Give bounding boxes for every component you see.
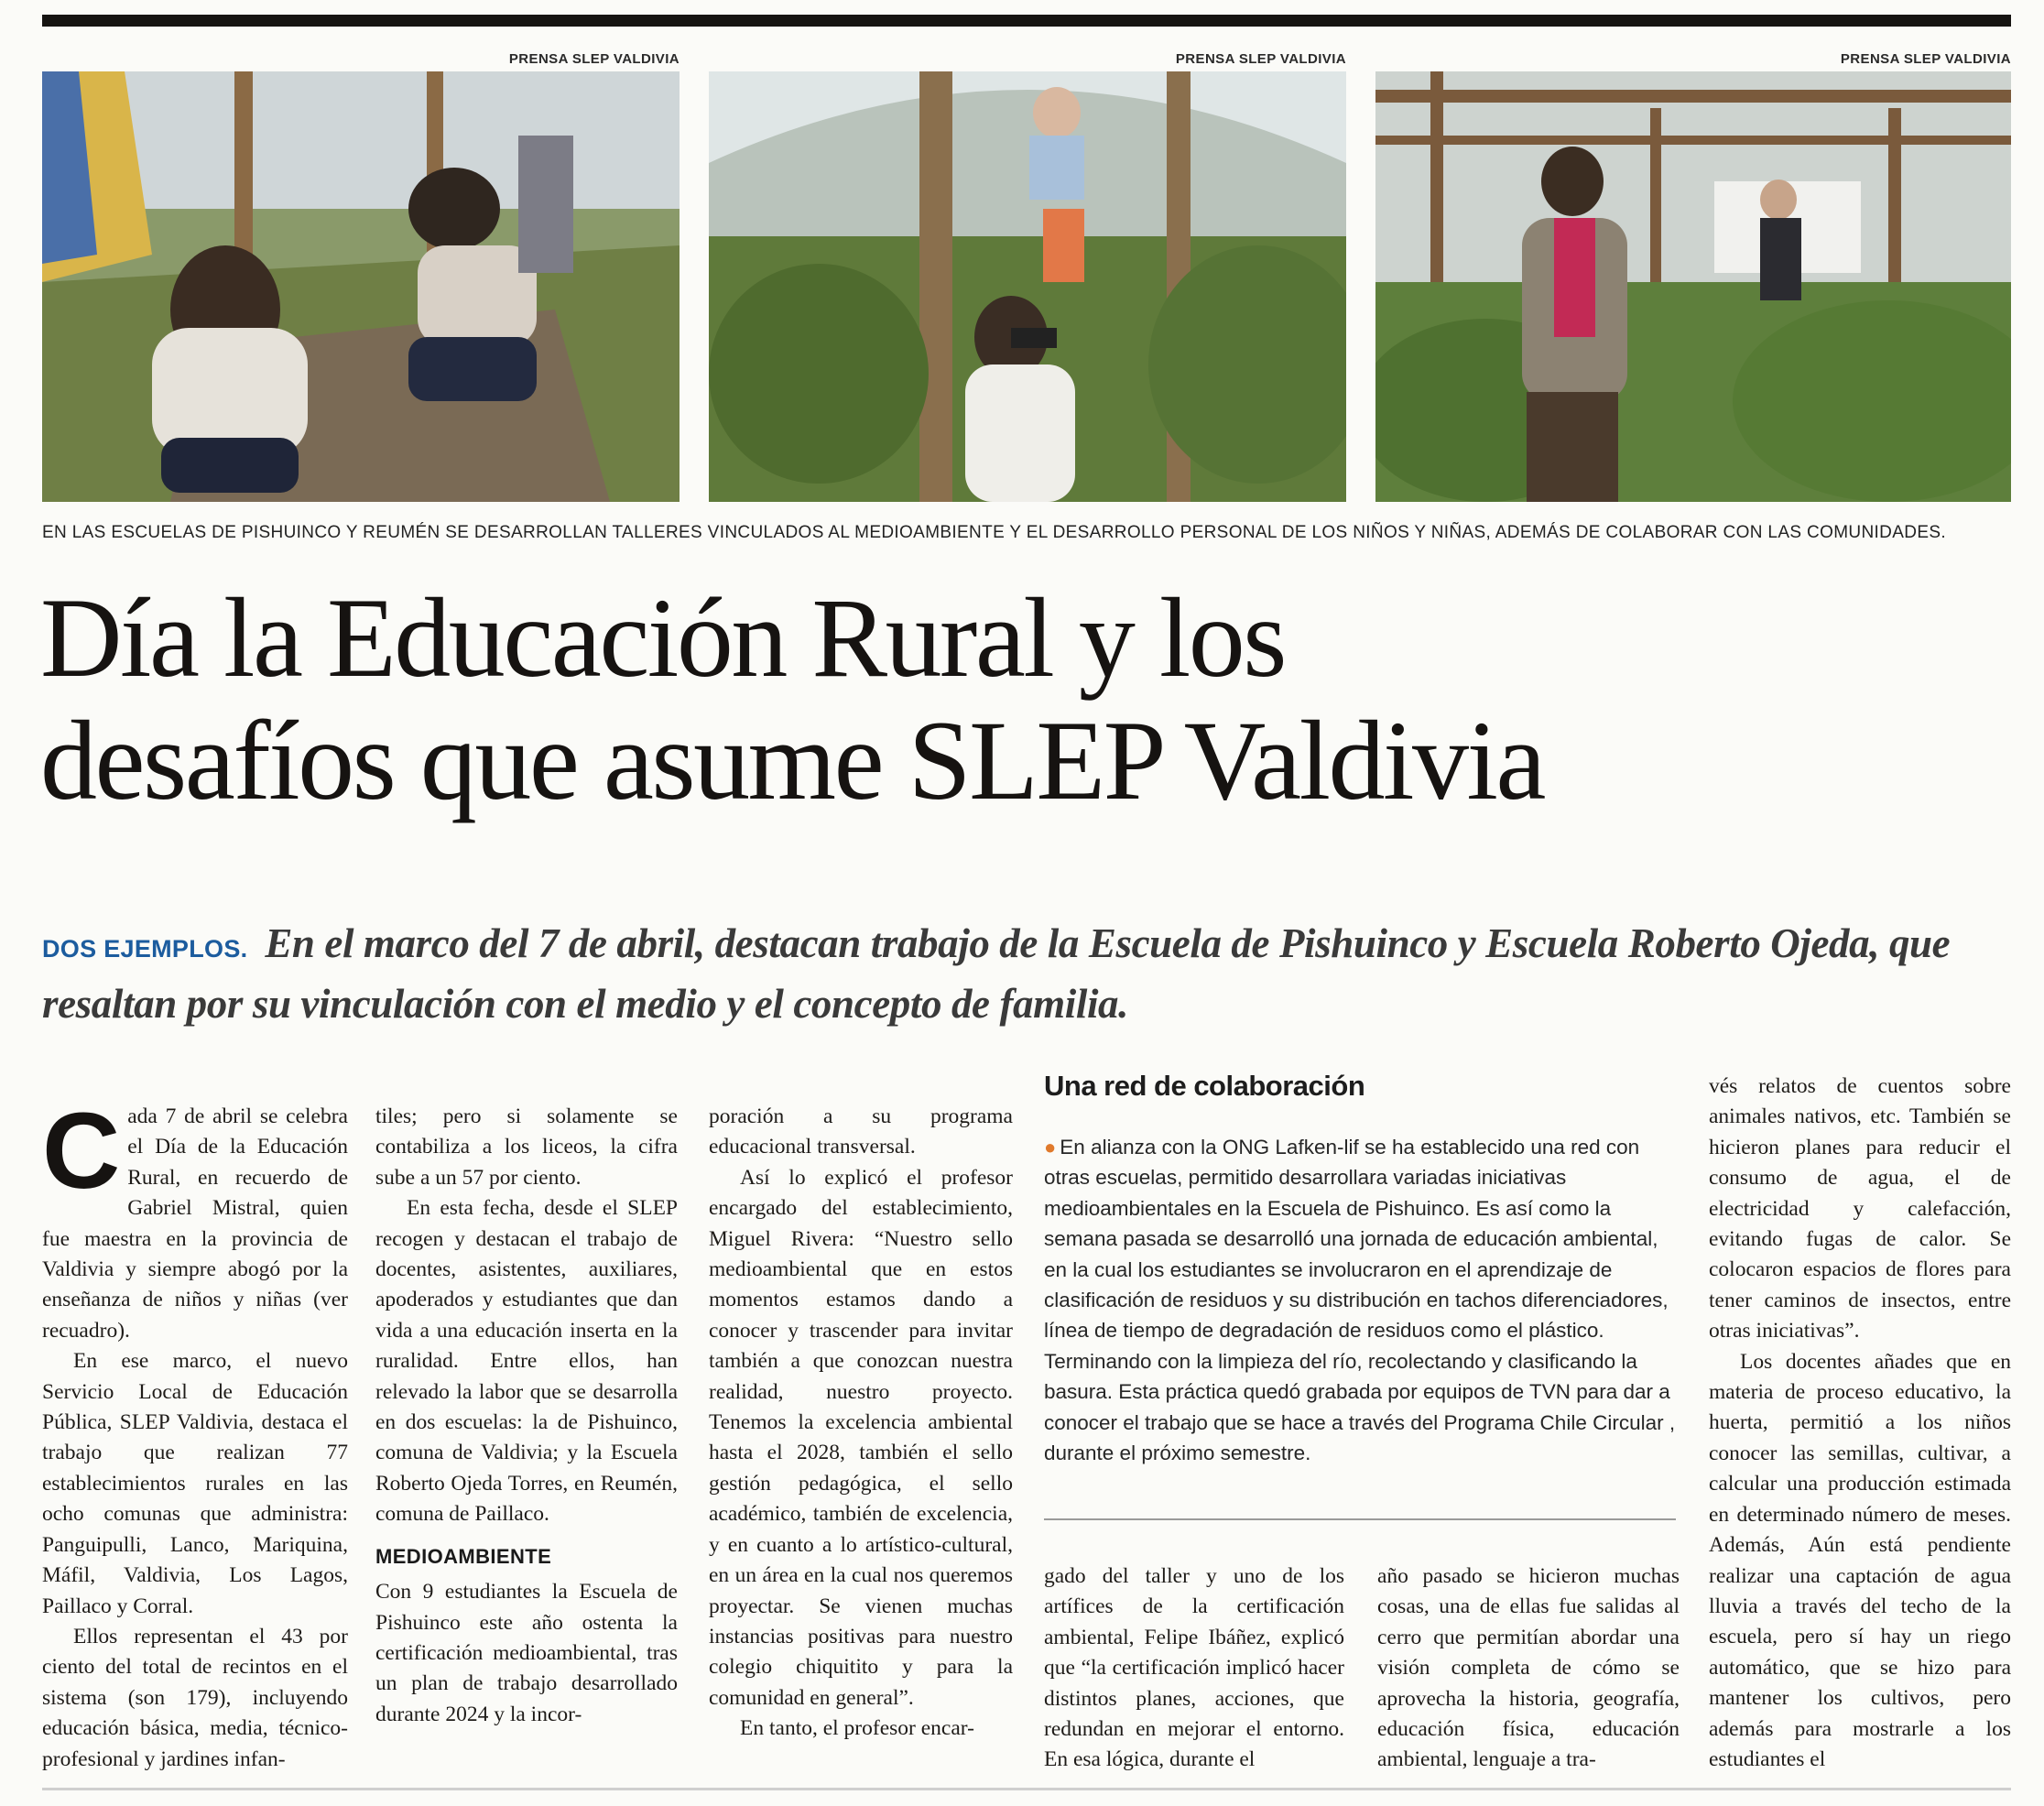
col2-paragraph-3: Con 9 estudiantes la Escuela de Pishuinco este año ostenta la certificación medioambiental, tras un plan de trabajo desarrollado durante 2024 y la incor- [375, 1580, 678, 1726]
article-column-6 [1709, 1072, 2011, 1775]
photo-caption: EN LAS ESCUELAS DE PISHUINCO Y REUMÉN SE DESARROLLAN TALLERES VINCULADOS AL MEDIOAMBIENTE Y EL DESARROLLO PERSONAL DE LOS NIÑOS Y NIÑAS, ADEMÁS DE COLABORAR CON LAS COMUNIDADES. [42, 523, 1946, 542]
drop-cap: C [42, 1091, 121, 1212]
box-divider [1044, 1518, 1676, 1520]
bullet-icon: ● [1044, 1136, 1057, 1159]
deck [42, 916, 2011, 1031]
col3-paragraph-3: En tanto, el profesor encar- [740, 1716, 974, 1741]
article-column-3 [709, 1102, 1013, 1745]
col4-paragraph-1: gado del taller y uno de los artífices de la certificación ambiental, Felipe Ibáñez, explicó que “la certificación implicó hacer distintos planes, acciones, que redundan en mejorar el entorno. En esa lógica, durante el [1044, 1564, 1344, 1772]
article-column-5 [1377, 1561, 1680, 1776]
photo-credit-1: PRENSA SLEP VALDIVIA [508, 51, 680, 67]
bottom-rule [42, 1788, 2011, 1790]
top-rule [42, 15, 2011, 27]
box-text: En alianza con la ONG Lafken-lif se ha establecido una red con otras escuelas, permitido desarrollara variadas iniciativas medioambientales en la Escuela de Pishuinco. Es así como la semana pasada se desarrolló una jornada de educación ambiental, en la cual los estudiantes se involucraron en el aprendizaje de clasificación de residuos y su distribución en tachos diferenciadores, línea de tiempo de degradación de residuos como el plástico. Terminando con la limpieza del río, recolectando y clasificando la basura. Esta práctica quedó grabada por equipos de TVN para dar a conocer el trabajo que se hace a través del Programa Chile Circular , durante el próximo semestre. [1044, 1136, 1676, 1465]
deck-text: En el marco del 7 de abril, destacan trabajo de la Escuela de Pishuinco y Escuela Roberto Ojeda, que resaltan por su vinculación con el medio y el concepto de familia. [42, 920, 1951, 1027]
subhead-medioambiente: MEDIOAMBIENTE [375, 1544, 552, 1568]
col3-paragraph-2: Así lo explicó el profesor encargado del establecimiento, Miguel Rivera: “Nuestro sello medioambiental que en estos momentos estamos dando a conocer y trascender para invitar también a que conozcan nuestra realidad, nuestro proyecto. Tenemos la excelencia ambiental hasta el 2028, también el sello gestión pedagógica, el sello académico, también de excelencia, y en cuanto a lo artístico-cultural, en un área en la cual nos queremos proyectar. Se vienen muchas instancias positivas para nuestro colegio chiquitito y para la comunidad en general”. [709, 1165, 1013, 1710]
col1-paragraph-2: En ese marco, el nuevo Servicio Local de Educación Pública, SLEP Valdivia, destaca el trabajo que realizan 77 establecimientos rurales en las ocho comunas que administra: Panguipulli, Lanco, Mariquina, Máfil, Valdivia, Los Lagos, Paillaco y Corral. [42, 1349, 348, 1618]
box-body [1044, 1132, 1683, 1468]
col2-paragraph-2: En esta fecha, desde el SLEP recogen y destacan el trabajo de docentes, asistentes, auxiliares, apoderados y estudiantes que dan vida a una educación inserta en la ruralidad. Entre ellos, han relevado la labor que se desarrolla en dos escuelas: la de Pishuinco, comuna de Valdivia; y la Escuela Roberto Ojeda Torres, en Reumén, comuna de Paillaco. [375, 1196, 678, 1527]
col3-paragraph-1: poración a su programa educacional transversal. [709, 1104, 1013, 1159]
article-column-1 [42, 1091, 348, 1775]
deck-kicker: DOS EJEMPLOS. [42, 935, 248, 963]
photo-credit-2: PRENSA SLEP VALDIVIA [1175, 51, 1346, 67]
article-column-4 [1044, 1561, 1344, 1776]
col2-paragraph-1: tiles; pero si solamente se contabiliza a los liceos, la cifra sube a un 57 por ciento. [375, 1104, 678, 1190]
headline [40, 577, 2028, 822]
photo-greenhouse-child [709, 71, 1346, 502]
box-title: Una red de colaboración [1044, 1070, 1365, 1102]
headline-line-1: Día la Educación Rural y los [40, 575, 1286, 701]
col1-paragraph-3: Ellos representan el 43 por ciento del total de recintos en el sistema (son 179), incluyendo educación básica, media, técnico-profesional y jardines infan- [42, 1624, 348, 1771]
photo-credit-3: PRENSA SLEP VALDIVIA [1840, 51, 2011, 67]
photo-children-garden [42, 71, 680, 502]
article-column-2 [375, 1102, 678, 1730]
col1-paragraph-1: ada 7 de abril se celebra el Día de la Educación Rural, en recuerdo de Gabriel Mistral, quien fue maestra en la provincia de Valdivia y siempre abogó por la enseñanza de niños y niñas (ver recuadro). [42, 1104, 348, 1343]
col5-paragraph-1: año pasado se hicieron muchas cosas, una de ellas fue salidas al cerro que permitían abordar una visión completa de cómo se aprovecha la historia, geografía, educación física, educación ambiental, lenguaje a tra- [1377, 1564, 1680, 1772]
col6-paragraph-1: vés relatos de cuentos sobre animales nativos, etc. También se hicieron planes para reducir el consumo de agua, el de electricidad y calefacción, evitando fugas de calor. Se colocaron espacios de flores para tener caminos de insectos, entre otras iniciativas”. [1709, 1074, 2011, 1344]
photo-greenhouse-teachers [1375, 71, 2011, 502]
col6-paragraph-2: Los docentes añades que en materia de proceso educativo, la huerta, permitió a los niños conocer las semillas, cultivar, a calcular una producción estimada en determinado número de meses. Además, Aún está pendiente realizar una captación de agua lluvia a través del techo de la escuela, pero sí hay un riego automático, que se hizo para mantener los cultivos, pero además para mostrarle a los estudiantes el [1709, 1349, 2011, 1771]
headline-line-2: desafíos que asume SLEP Valdivia [40, 698, 1544, 823]
